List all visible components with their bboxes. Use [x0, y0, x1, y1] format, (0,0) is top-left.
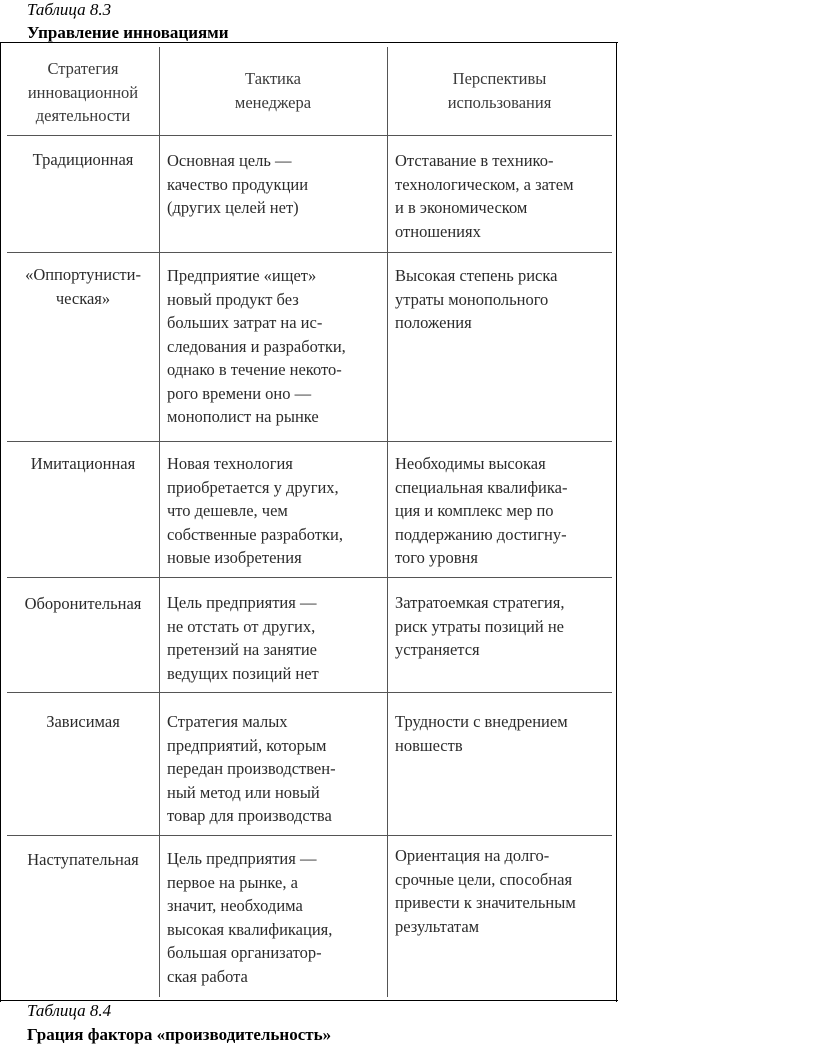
row-prospects: Высокая степень риска утраты монопольного положения	[395, 266, 558, 332]
row-tactics: Цель предприятия — первое на рынке, а значит, необходима высокая квалификация, большая организатор- ская работа	[167, 849, 333, 986]
row-divider	[7, 252, 612, 253]
row-divider	[7, 135, 612, 136]
row-strategy: Наступательная	[27, 850, 139, 869]
header-prospects: Перспективы использования	[447, 69, 552, 112]
row-divider	[7, 441, 612, 442]
row-divider	[7, 577, 612, 578]
frame-right-rule	[616, 42, 617, 1002]
column-divider	[159, 47, 160, 997]
next-table-number-caption: Таблица 8.4	[27, 1001, 112, 1020]
row-prospects: Ориентация на долго- срочные цели, способная привести к значительным результатам	[395, 846, 576, 936]
row-strategy: «Оппортунисти- ческая»	[25, 265, 141, 308]
row-tactics: Основная цель — качество продукции (других целей нет)	[167, 151, 309, 217]
row-tactics: Стратегия малых предприятий, которым передан производствен- ный метод или новый товар для производства	[167, 712, 336, 825]
row-strategy: Традиционная	[32, 150, 134, 169]
column-divider	[387, 47, 388, 997]
innovation-table	[7, 47, 612, 997]
row-tactics: Цель предприятия — не отстать от других, претензий на занятие ведущих позиций нет	[167, 593, 319, 683]
row-prospects: Затратоемкая стратегия, риск утраты позиций не устраняется	[395, 593, 565, 659]
row-divider	[7, 692, 612, 693]
table-number-caption: Таблица 8.3	[27, 0, 112, 19]
table-title: Управление инновациями	[27, 23, 229, 42]
next-table-title: Грация фактора «производительность»	[27, 1025, 332, 1044]
row-prospects: Необходимы высокая специальная квалифика- ция и комплекс мер по поддержанию достигну- того уровня	[395, 454, 568, 567]
row-tactics: Новая технология приобретается у других, что дешевле, чем собственные разработки, новые изобретения	[167, 454, 343, 567]
frame-top-rule	[0, 42, 618, 43]
row-strategy: Зависимая	[46, 712, 120, 731]
row-tactics: Предприятие «ищет» новый продукт без больших затрат на ис- следования и разработки, однако в течение некото- рого времени оно — монополист на рынке	[167, 266, 346, 426]
row-prospects: Трудности с внедрением новшеств	[395, 712, 568, 755]
row-divider	[7, 835, 612, 836]
header-tactics: Тактика менеджера	[234, 69, 312, 112]
header-strategy: Стратегия инновационной деятельности	[27, 59, 139, 125]
frame-left-rule	[0, 42, 1, 1002]
row-strategy: Имитационная	[30, 454, 136, 473]
row-strategy: Оборонительная	[24, 594, 142, 613]
row-prospects: Отставание в технико- технологическом, а затем и в экономическом отношениях	[395, 151, 574, 241]
